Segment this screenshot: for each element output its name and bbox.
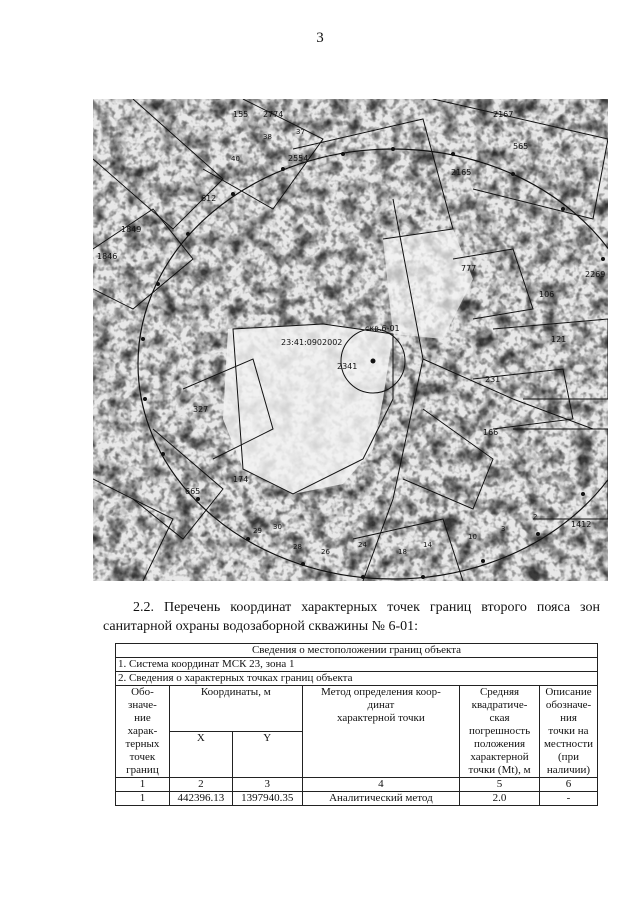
points-info: 2. Сведения о характерных точках границ объекта	[116, 672, 598, 686]
table-row	[116, 792, 598, 806]
parcel-label: 565	[513, 142, 529, 151]
column-number: 6	[539, 778, 597, 792]
parcel-label: 121	[551, 335, 567, 344]
header-x: X	[169, 732, 232, 778]
header-y: Y	[232, 732, 302, 778]
cadastral-map-image	[93, 99, 608, 581]
point-label: 26	[321, 548, 330, 556]
point-label: 28	[293, 543, 302, 551]
parcel-label: 2167	[493, 110, 514, 119]
header-error: Средняя квадратиче- ская погрешность положения характерной точки (Mt), м	[460, 686, 540, 778]
header-method: Метод определения коор- динат характерной точки	[302, 686, 459, 778]
cell-x: 442396.13	[169, 792, 232, 806]
point-label: 29	[253, 527, 262, 535]
parcel-label: 106	[539, 290, 555, 299]
point-label: 10	[468, 533, 477, 541]
column-number: 5	[460, 778, 540, 792]
coordinates-table	[115, 643, 598, 806]
parcel-label: 2554	[288, 154, 309, 163]
header-designation: Обо- значе- ние харак- терных точек границ	[116, 686, 170, 778]
point-label: 3	[501, 525, 506, 533]
inner-parcel-label: 2341	[337, 362, 358, 371]
main-parcel-label: 23:41:0902002	[281, 338, 343, 347]
cell-error: 2.0	[460, 792, 540, 806]
section-heading	[103, 598, 600, 636]
point-label: 40	[231, 155, 240, 163]
point-label: 37	[296, 128, 305, 136]
parcel-label: 2269	[585, 270, 606, 279]
well-label: скв.6-01	[365, 324, 400, 333]
parcel-label: 174	[233, 475, 249, 484]
table-column-numbers-row	[116, 778, 598, 792]
map-drawing	[93, 99, 608, 581]
table-points-row	[116, 672, 598, 686]
column-number: 4	[302, 778, 459, 792]
point-label: 30	[273, 523, 282, 531]
point-label: 38	[263, 133, 272, 141]
column-number: 3	[232, 778, 302, 792]
point-label: 24	[358, 541, 367, 549]
column-number: 2	[169, 778, 232, 792]
parcel-label: 155	[233, 110, 249, 119]
parcel-label: 1412	[571, 520, 592, 529]
table-system-row	[116, 658, 598, 672]
parcel-label: 777	[461, 264, 477, 273]
table-header-row	[116, 686, 598, 732]
cell-point: 1	[116, 792, 170, 806]
cell-y: 1397940.35	[232, 792, 302, 806]
coordinate-system: 1. Система координат МСК 23, зона 1	[116, 658, 598, 672]
header-description: Описание обозначе- ния точки на местности (при наличии)	[539, 686, 597, 778]
parcel-label: 612	[201, 194, 217, 203]
parcel-label: 231	[485, 375, 501, 384]
table-title-row	[116, 644, 598, 658]
point-label: 2	[533, 513, 538, 521]
cell-description: -	[539, 792, 597, 806]
parcel-label: 166	[483, 428, 499, 437]
page-number: 3	[316, 30, 324, 46]
table-title: Сведения о местоположении границ объекта	[116, 644, 598, 658]
section-heading-text: 2.2. Перечень координат характерных точек границ второго пояса зон санитарной охраны водозаборной скважины № 6-01:	[103, 600, 600, 634]
parcel-label: 1846	[97, 252, 118, 261]
point-label: 18	[398, 548, 407, 556]
parcel-label: 1849	[121, 225, 142, 234]
parcel-label: 327	[193, 405, 209, 414]
well-point	[371, 359, 376, 364]
column-number: 1	[116, 778, 170, 792]
parcel-label: 2774	[263, 110, 284, 119]
header-coordinates: Координаты, м	[169, 686, 302, 732]
point-label: 14	[423, 541, 432, 549]
parcel-label: 2165	[451, 168, 472, 177]
cell-method: Аналитический метод	[302, 792, 459, 806]
parcel-label: 665	[185, 487, 201, 496]
